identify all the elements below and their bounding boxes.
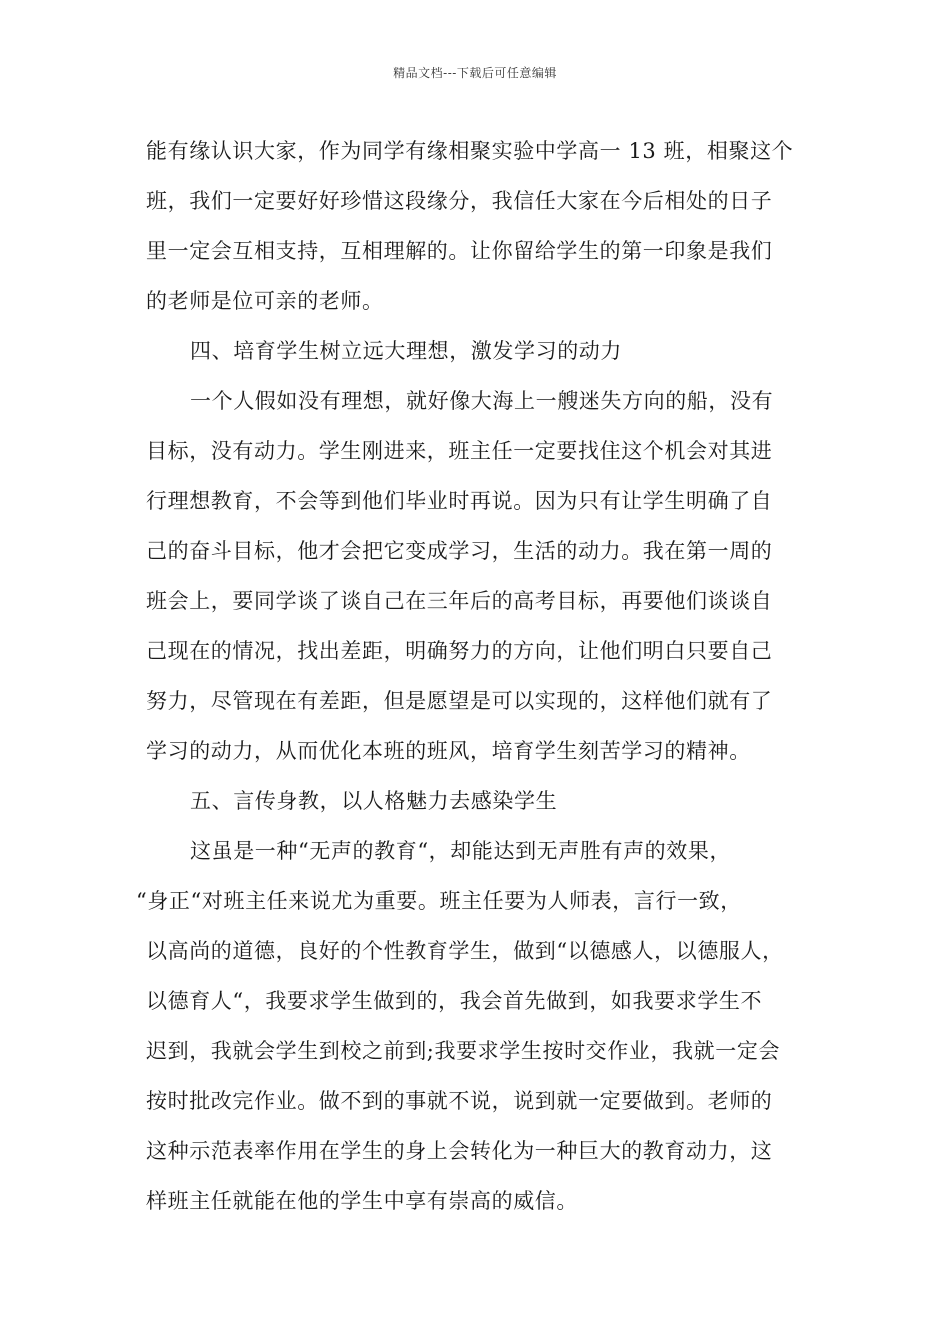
text-line: 目标，没有动力。学生刚进来，班主任一定要找住这个机会对其进 — [146, 439, 773, 463]
text-line: 努力，尽管现在有差距，但是愿望是可以实现的，这样他们就有了 — [146, 689, 773, 713]
text-line: 己现在的情况，找出差距，明确努力的方向，让他们明白只要自己 — [146, 639, 773, 663]
text-line: 这虽是一种“无声的教育“，却能达到无声胜有声的效果， — [190, 839, 732, 863]
section-heading: 五、言传身教，以人格魅力去感染学生 — [190, 789, 558, 813]
page-header: 精品文档---下载后可任意编辑 — [393, 66, 557, 80]
text-line: 样班主任就能在他的学生中享有崇高的威信。 — [146, 1189, 578, 1213]
text-line: 班，我们一定要好好珍惜这段缘分，我信任大家在今后相处的日子 — [146, 189, 773, 213]
document-body — [136, 126, 826, 1226]
text-line: 一个人假如没有理想，就好像大海上一艘迷失方向的船，没有 — [190, 389, 774, 413]
text-line: 学习的动力，从而优化本班的班风，培育学生刻苦学习的精神。 — [146, 739, 751, 763]
text-line: 行理想教育，不会等到他们毕业时再说。因为只有让学生明确了自 — [146, 489, 773, 513]
text-line: 以德育人“，我要求学生做到的，我会首先做到，如我要求学生不 — [146, 989, 763, 1013]
text-line: 里一定会互相支持，互相理解的。让你留给学生的第一印象是我们 — [146, 239, 773, 263]
text-line: “身正“对班主任来说尤为重要。班主任要为人师表，言行一致， — [136, 889, 742, 913]
text-line: 的老师是位可亲的老师。 — [146, 289, 384, 313]
text-line: 迟到，我就会学生到校之前到;我要求学生按时交作业，我就一定会 — [146, 1039, 781, 1063]
text-line: 按时批改完作业。做不到的事就不说，说到就一定要做到。老师的 — [146, 1089, 773, 1113]
text-line: 这种示范表率作用在学生的身上会转化为一种巨大的教育动力，这 — [146, 1139, 773, 1163]
text-line: 能有缘认识大家，作为同学有缘相聚实验中学高一 13 班，相聚这个 — [146, 139, 794, 163]
text-line: 以高尚的道德，良好的个性教育学生，做到“以德感人，以德服人， — [146, 939, 784, 963]
text-line: 班会上，要同学谈了谈自己在三年后的高考目标，再要他们谈谈自 — [146, 589, 773, 613]
section-heading: 四、培育学生树立远大理想，激发学习的动力 — [190, 339, 622, 363]
text-line: 己的奋斗目标，他才会把它变成学习，生活的动力。我在第一周的 — [146, 539, 773, 563]
